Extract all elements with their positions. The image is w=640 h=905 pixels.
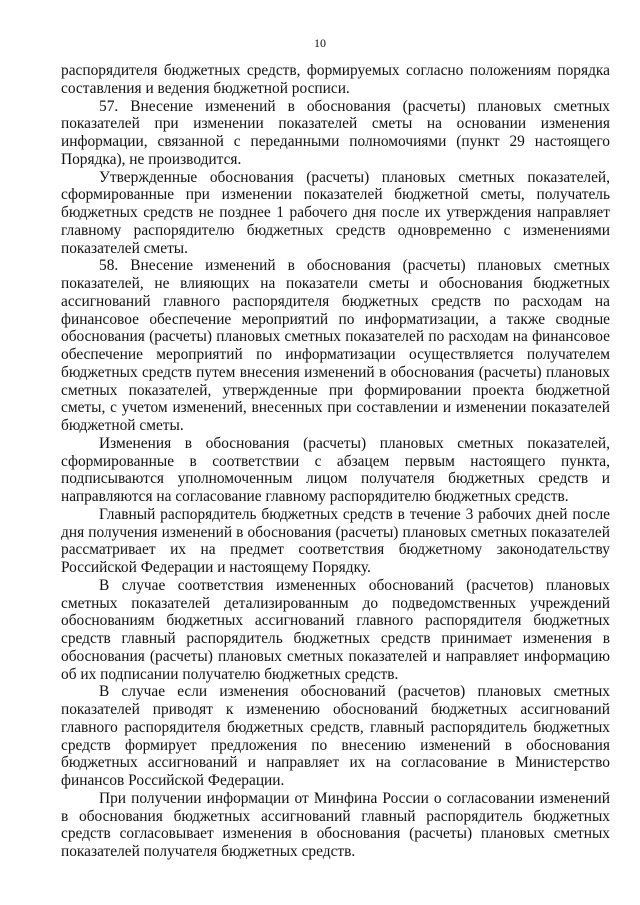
paragraph-item-58: 58. Внесение изменений в обоснования (расчеты) плановых сметных показателей, не влияющих на показатели сметы и обоснования бюджетных ассигнований главного распорядителя бюджетных средств по расходам на финансовое обеспечение мероприятий по информатизации, а также сводные обоснования (расчеты) плановых сметных показателей по расходам на финансовое обеспечение мероприятий по информатизации осуществляется получателем бюджетных средств путем внесения изменений в обоснования (расчеты) плановых сметных показателей, утвержденные при формировании проекта бюджетной сметы, с учетом изменений, внесенных при составлении и изменении показателей бюджетной сметы.: [61, 257, 610, 434]
paragraph-minfin-approval: При получении информации от Минфина России о согласовании изменений в обоснования бюджетных ассигнований главный распорядитель бюджетных средств согласовывает изменения в обоснования (расчеты) плановых сметных показателей получателя бюджетных средств.: [61, 789, 610, 860]
document-body: [61, 62, 610, 861]
paragraph-item-57: 57. Внесение изменений в обоснования (расчеты) плановых сметных показателей при изменении показателей сметы на основании изменения информации, связанной с переданными полномочиями (пункт 29 настоящего Порядка), не производится.: [61, 97, 610, 168]
paragraph-review-period: Главный распорядитель бюджетных средств в течение 3 рабочих дней после дня получения изменений в обоснования (расчеты) плановых сметных показателей рассматривает их на предмет соответствия бюджетному законодательству Российской Федерации и настоящему Порядку.: [61, 505, 610, 576]
paragraph-approved-justifications: Утвержденные обоснования (расчеты) плановых сметных показателей, сформированные при изменении показателей бюджетной сметы, получатель бюджетных средств не позднее 1 рабочего дня после их утверждения направляет главному распорядителю бюджетных средств одновременно с изменениями показателей сметы.: [61, 168, 610, 257]
paragraph-ministry-approval-case: В случае если изменения обоснований (расчетов) плановых сметных показателей приводят к изменению обоснований бюджетных ассигнований главного распорядителя бюджетных средств, главный распорядитель бюджетных средств формирует предложения по внесению изменений в обоснования бюджетных ассигнований и направляет их на согласование в Министерство финансов Российской Федерации.: [61, 683, 610, 789]
paragraph-acceptance-case: В случае соответствия измененных обоснований (расчетов) плановых сметных показателей детализированным до подведомственных учреждений обоснованиям бюджетных ассигнований главного распорядителя бюджетных средств главный распорядитель бюджетных средств принимает изменения в обоснования (расчеты) плановых сметных показателей и направляет информацию об их подписании получателю бюджетных средств.: [61, 576, 610, 683]
paragraph-changes-signing: Изменения в обоснования (расчеты) плановых сметных показателей, сформированные в соответствии с абзацем первым настоящего пункта, подписываются уполномоченным лицом получателя бюджетных средств и направляются на согласование главному распорядителю бюджетных средств.: [61, 434, 610, 505]
page-number: 10: [314, 36, 326, 50]
paragraph-continuation: распорядителя бюджетных средств, формируемых согласно положениям порядка составления и ведения бюджетной росписи.: [61, 62, 610, 97]
